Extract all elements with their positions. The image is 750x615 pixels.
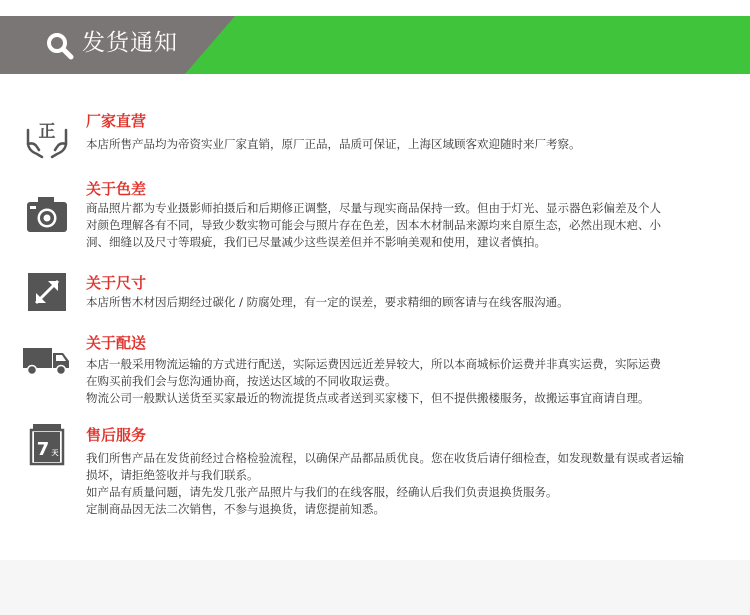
section-title: 关于尺寸 (86, 274, 147, 292)
section-title: 厂家直营 (86, 112, 147, 130)
section-text (86, 450, 706, 518)
section-text (86, 294, 706, 311)
genuine-hands-icon (22, 114, 72, 160)
text-line: 如产品有质量问题，请先发几张产品照片与我们的在线客服，经确认后我们负责退换货服务。 (86, 485, 558, 499)
camera-icon (22, 192, 72, 238)
text-line: 本店所售产品均为帝资实业厂家直销，原厂正品，品质可保证，上海区域顾客欢迎随时来厂考察。 (86, 137, 581, 151)
section-text (86, 200, 706, 251)
page-title: 发货通知 (82, 30, 178, 56)
text-line: 我们所售产品在发货前经过合格检验流程，以确保产品都品质优良。您在收货后请仔细检查，如发现数量有误或者运输 (86, 451, 684, 465)
section-title: 关于色差 (86, 180, 147, 198)
seven-day-return-icon (22, 422, 72, 468)
seven-glyph: 7 (36, 439, 50, 460)
delivery-truck-icon (22, 338, 72, 384)
genuine-icon-glyph: 正 (38, 122, 56, 142)
search-icon (46, 32, 74, 60)
section-title: 关于配送 (86, 334, 147, 352)
text-line: 本店一般采用物流运输的方式进行配送，实际运费因远近差异较大，所以本商城标价运费并非真实运费，实际运费 (86, 357, 661, 371)
text-line: 洞、细缝以及尺寸等瑕疵，我们已尽量减少这些误差但并不影响美观和使用，建议者慎拍。 (86, 235, 546, 249)
text-line: 本店所售木材因后期经过碳化 / 防腐处理，有一定的误差，要求精细的顾客请与在线客服沟通。 (86, 295, 569, 309)
text-line: 损坏，请拒绝签收并与我们联系。 (86, 468, 259, 482)
text-line: 商品照片都为专业摄影师拍摄后和后期修正调整，尽量与现实商品保持一致。但由于灯光、显示器色彩偏差及个人 (86, 201, 661, 215)
text-line: 对颜色理解各有不同，导致少数实物可能会与照片存在色差，因本木材制品来源均来自原生态，必然出现木疤、小 (86, 218, 661, 232)
day-glyph: 天 (51, 449, 59, 457)
footer-band (0, 560, 750, 615)
text-line: 物流公司一般默认送货至买家最近的物流提货点或者送到买家楼下，但不提供搬楼服务，故搬运事宜商请自理。 (86, 391, 650, 405)
text-line: 定制商品因无法二次销售，不参与退换货，请您提前知悉。 (86, 502, 385, 516)
resize-arrow-icon (22, 271, 72, 317)
section-text (86, 356, 706, 407)
text-line: 在购买前我们会与您沟通协商，按送达区域的不同收取运费。 (86, 374, 397, 388)
section-text (86, 136, 706, 153)
header-banner (0, 16, 750, 74)
section-title: 售后服务 (86, 426, 147, 444)
